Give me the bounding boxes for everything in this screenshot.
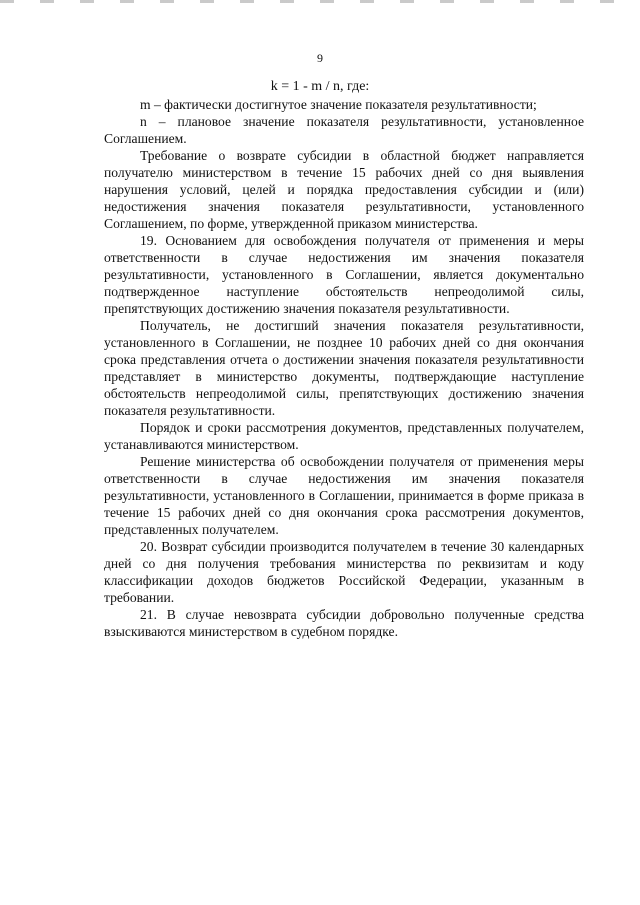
paragraph-item-19: 19. Основанием для освобождения получателя от применения и меры ответственности в случае недостижения им значения показателя результативности, установленного в Соглашении, является документально подтвержденное наступление обстоятельств непреодолимой силы, препятствующих достижению значения показателя результативности.: [104, 233, 584, 316]
paragraph-item-20: 20. Возврат субсидии производится получателем в течение 30 календарных дней со дня получения требования министерства по реквизитам и коду классификации доходов бюджетов Российской Федерации, указанным в требовании.: [104, 539, 584, 605]
formula-line: k = 1 - m / n, где:: [270, 79, 370, 94]
paragraph-ministry-decision: Решение министерства об освобождении получателя от применения меры ответственности в случае недостижения им значения показателя результативности, установленного в Соглашении, принимается в форме приказа в течение 15 рабочих дней со дня окончания срока рассмотрения документов, представленных получателем.: [104, 454, 584, 537]
paragraph-n-definition: n – плановое значение показателя результативности, установленное Соглашением.: [104, 114, 584, 146]
paragraph-return-requirement: Требование о возврате субсидии в областной бюджет направляется получателю министерством в течение 15 рабочих дней со дня выявления нарушения условий, целей и порядка предоставления субсидии и (или) недостижения значения показателя результативности, установленного Соглашением, по форме, утвержденной приказом министерства.: [104, 148, 584, 231]
paragraph-m-definition: m – фактически достигнутое значение показателя результативности;: [140, 97, 537, 112]
scan-edge-marks: [0, 0, 640, 3]
paragraph-recipient-documents: Получатель, не достигший значения показателя результативности, установленного в Соглашении, не позднее 10 рабочих дней со дня окончания срока представления отчета о достижении значения показателя результативности представляет в министерство документы, подтверждающие наступление обстоятельств непреодолимой силы, препятствующих достижению значения показателя результативности.: [104, 318, 584, 418]
paragraph-item-21: 21. В случае невозврата субсидии добровольно полученные средства взыскиваются министерством в судебном порядке.: [104, 607, 584, 639]
paragraph-review-procedure: Порядок и сроки рассмотрения документов, представленных получателем, устанавливаются министерством.: [104, 420, 584, 452]
document-body: [104, 96, 584, 640]
page-number: 9: [317, 51, 323, 65]
